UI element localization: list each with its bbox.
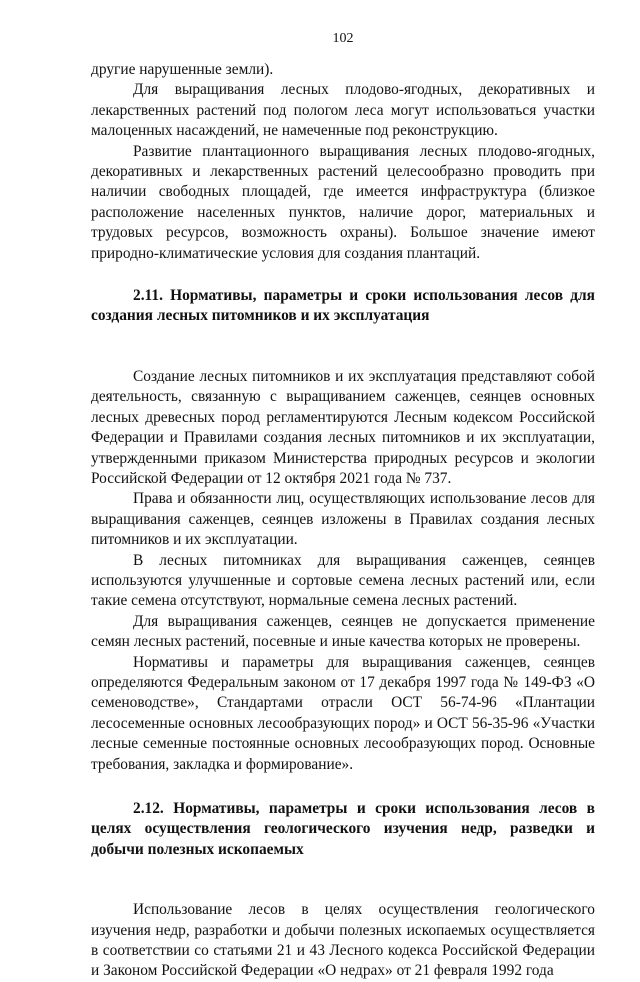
paragraph: Создание лесных питомников и их эксплуатация представляют собой деятельность, связанную с выращиванием саженцев, сеянцев основных лесных древесных пород регламентируются Лесным кодексом Российской Федерации и Правилами создания лесных питомников и их эксплуатации, утвержденными приказом Министерства природных ресурсов и экологии Российской Федерации от 12 октября 2021 года № 737. bbox=[91, 367, 595, 487]
section-heading: 2.11. Нормативы, параметры и сроки использования лесов для создания лесных питомников и их эксплуатация bbox=[91, 287, 595, 325]
paragraph: Нормативы и параметры для выращивания саженцев, сеянцев определяются Федеральным законом от 17 декабря 1997 года № 149-ФЗ «О семеноводстве», Стандартами отрасли ОСТ 56-74-96 «Плантации лесосеменные основных лесообразующих пород» и ОСТ 56-35-96 «Участки лесные семенные постоянные основных лесообразующих пород. Основные требования, закладка и формирование». bbox=[91, 653, 595, 773]
paragraph: Права и обязанности лиц, осуществляющих использование лесов для выращивания саженцев, сеянцев изложены в Правилах создания лесных питомников и их эксплуатации. bbox=[91, 490, 595, 549]
section-heading-block bbox=[91, 286, 595, 327]
page-number: 102 bbox=[332, 31, 354, 46]
paragraph-continuation: другие нарушенные земли). bbox=[91, 61, 274, 78]
paragraph: Развитие плантационного выращивания лесных плодово-ягодных, декоративных и лекарственных растений целесообразно проводить при наличии свободных площадей, где имеется инфраструктура (близкое расположение населенных пунктов, наличие дорог, материальных и трудовых ресурсов, возможность охраны). Большое значение имеют природно-климатические условия для создания плантаций. bbox=[91, 142, 595, 262]
paragraph: Использование лесов в целях осуществления геологического изучения недр, разработки и добычи полезных ископаемых осуществляется в соответствии со статьями 21 и 43 Лесного кодекса Российской Федерации и Законом Российской Федерации «О недрах» от 21 февраля 1992 года bbox=[91, 901, 595, 980]
paragraph: Для выращивания саженцев, сеянцев не допускается применение семян лесных растений, посевные и иные качества которых не проверены. bbox=[91, 612, 595, 651]
section-heading: 2.12. Нормативы, параметры и сроки использования лесов в целях осуществления геологического изучения недр, разведки и добычи полезных ископаемых bbox=[91, 800, 595, 858]
paragraph: В лесных питомниках для выращивания саженцев, сеянцев используются улучшенные и сортовые семена лесных растений или, если такие семена отсутствуют, нормальные семена лесных растений. bbox=[91, 551, 595, 610]
document-page bbox=[91, 30, 595, 982]
section-heading-block bbox=[91, 799, 595, 860]
paragraph: Для выращивания лесных плодово-ягодных, декоративных и лекарственных растений под пологом леса могут использоваться участки малоценных насаждений, не намеченные под реконструкцию. bbox=[91, 81, 595, 140]
